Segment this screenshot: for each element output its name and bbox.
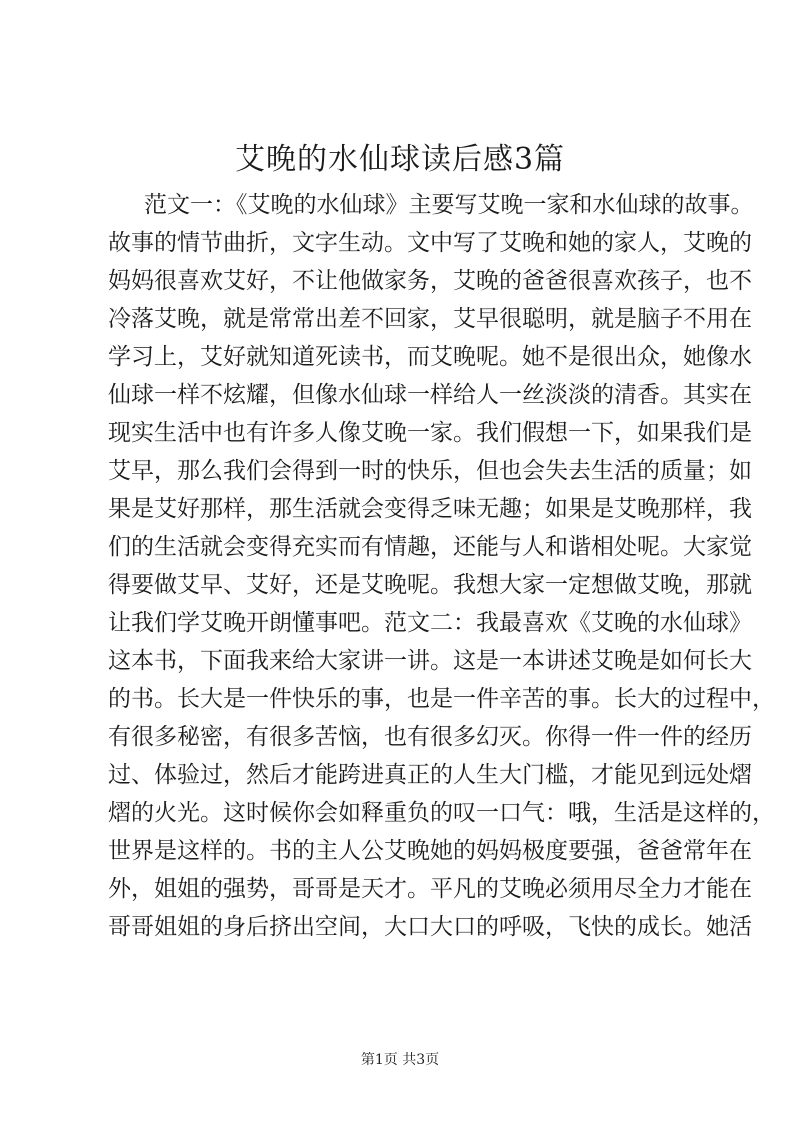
body-line: 过、体验过，然后才能跨进真正的人生大门槛，才能见到远处熠 <box>108 762 752 788</box>
page-footer: 第1页 共3页 <box>360 1052 440 1068</box>
document-title: 艾晚的水仙球读后感3篇 <box>234 142 566 177</box>
body-line: 得要做艾早、艾好，还是艾晚呢。我想大家一定想做艾晚，那就 <box>108 572 752 598</box>
body-line: 艾早，那么我们会得到一时的快乐，但也会失去生活的质量；如 <box>108 458 752 484</box>
body-line: 们的生活就会变得充实而有情趣，还能与人和谐相处呢。大家觉 <box>108 534 752 560</box>
body-line: 果是艾好那样，那生活就会变得乏味无趣；如果是艾晚那样，我 <box>108 496 752 522</box>
body-line: 世界是这样的。书的主人公艾晚她的妈妈极度要强，爸爸常年在 <box>108 838 752 864</box>
body-line: 故事的情节曲折，文字生动。文中写了艾晚和她的家人，艾晚的 <box>108 230 752 256</box>
body-line: 哥哥姐姐的身后挤出空间，大口大口的呼吸，飞快的成长。她活 <box>108 914 752 940</box>
body-line: 外，姐姐的强势，哥哥是天才。平凡的艾晚必须用尽全力才能在 <box>108 876 752 902</box>
body-line: 妈妈很喜欢艾好，不让他做家务，艾晚的爸爸很喜欢孩子，也不 <box>108 268 752 294</box>
body-line: 冷落艾晚，就是常常出差不回家，艾早很聪明，就是脑子不用在 <box>108 306 752 332</box>
body-line: 熠的火光。这时候你会如释重负的叹一口气：哦，生活是这样的， <box>108 800 775 826</box>
body-line: 仙球一样不炫耀，但像水仙球一样给人一丝淡淡的清香。其实在 <box>108 382 752 408</box>
document-body <box>108 186 775 946</box>
body-line: 有很多秘密，有很多苦恼，也有很多幻灭。你得一件一件的经历 <box>108 724 752 750</box>
body-line: 这本书，下面我来给大家讲一讲。这是一本讲述艾晚是如何长大 <box>108 648 752 674</box>
body-line: 范文一：《艾晚的水仙球》主要写艾晚一家和水仙球的故事。 <box>144 192 754 218</box>
body-line: 让我们学艾晚开朗懂事吧。范文二：我最喜欢《艾晚的水仙球》 <box>108 610 752 636</box>
body-line: 现实生活中也有许多人像艾晚一家。我们假想一下，如果我们是 <box>108 420 752 446</box>
body-line: 学习上，艾好就知道死读书，而艾晚呢。她不是很出众，她像水 <box>108 344 752 370</box>
body-line: 的书。长大是一件快乐的事，也是一件辛苦的事。长大的过程中， <box>108 686 775 712</box>
